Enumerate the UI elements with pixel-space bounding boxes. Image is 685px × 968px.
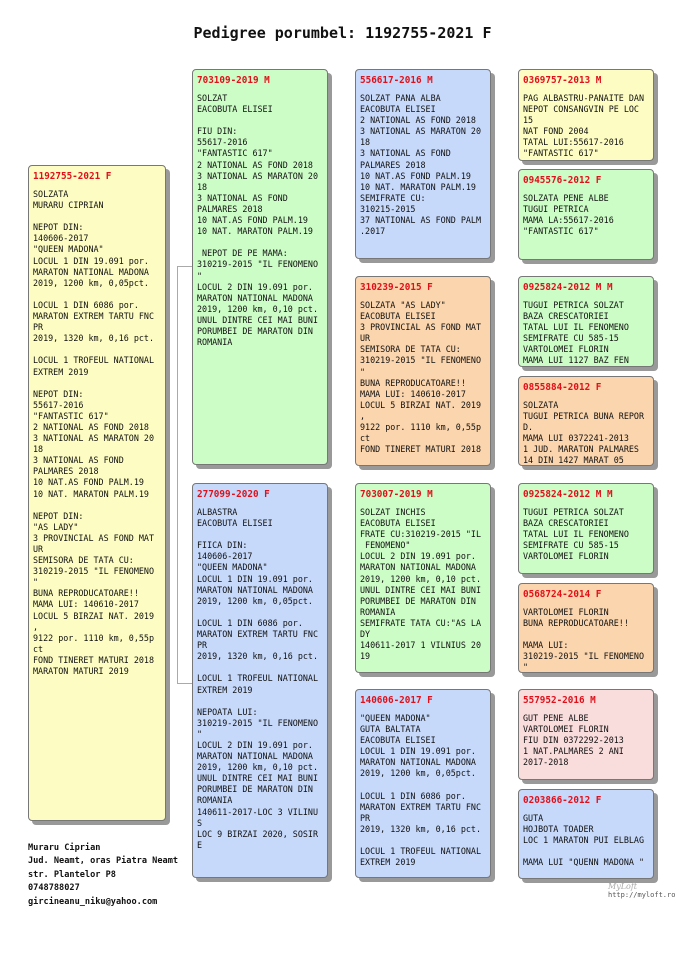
- ring-number: 703109-2019 M: [197, 75, 270, 86]
- pedigree-box-sire-sire: [355, 69, 491, 259]
- pedigree-box-ssd: [518, 169, 654, 260]
- pedigree-box-dam-sire: [355, 483, 491, 673]
- pedigree-box-sds: [518, 276, 654, 367]
- pedigree-box-dsd: [518, 583, 654, 673]
- ring-number: 0945576-2012 F: [523, 175, 602, 186]
- logo-url: http://myloft.ro: [608, 891, 676, 899]
- owner-address: Jud. Neamt, oras Piatra Neamt: [28, 856, 179, 867]
- logo-signature: MyLoft: [608, 882, 638, 891]
- ring-number: 556617-2016 M: [360, 75, 433, 86]
- bird-details: SOLZAT PANA ALBA EACOBUTA ELISEI 2 NATIONAL AS FOND 2018 3 NATIONAL AS MARATON 20 18 3 NATIONAL AS FOND PALMARES 2018 10 NAT.AS FOND PALM.19 10 NAT. MARATON PALM.19 SEMIFRATE CU: 310215-2015 37 NATIONAL AS FOND PALM .2017: [360, 93, 482, 237]
- ring-number: 277099-2020 F: [197, 489, 270, 500]
- ring-number: 140606-2017 F: [360, 695, 433, 706]
- ring-number: 557952-2016 M: [523, 695, 596, 706]
- ring-number: 0855884-2012 F: [523, 382, 602, 393]
- myloft-logo: [608, 882, 675, 899]
- ring-number: 0568724-2014 F: [523, 589, 602, 600]
- bird-details: "QUEEN MADONA" GUTA BALTATA EACOBUTA ELISEI LOCUL 1 DIN 19.091 por. MARATON NATIONAL MADONA 2019, 1200 km, 0,05pct. LOCUL 1 DIN 6086 por. MARATON EXTREM TARTU FNC PR 2019, 1320 km, 0,16 pct. LOCUL 1 TROFEUL NATIONAL EXTREM 2019: [360, 713, 482, 868]
- ring-number: 0369757-2013 M: [523, 75, 602, 86]
- connector-main: [177, 266, 192, 684]
- bird-details: GUT PENE ALBE VARTOLOMEI FLORIN FIU DIN 0372292-2013 1 NAT.PALMARES 2 ANI 2017-2018: [523, 713, 624, 768]
- bird-details: TUGUI PETRICA SOLZAT BAZA CRESCATORIEI TATAL LUI IL FENOMENO SEMIFRATE CU 585-15 VARTOLOMEI FLORIN MAMA LUI 1127 BAZ FEN: [523, 300, 629, 366]
- pedigree-box-sire-dam: [355, 276, 491, 466]
- ring-number: 1192755-2021 F: [33, 171, 112, 182]
- bird-details: VARTOLOMEI FLORIN BUNA REPRODUCATOARE!! MAMA LUI: 310219-2015 "IL FENOMENO ": [523, 607, 645, 673]
- pedigree-box-dam: [192, 483, 328, 878]
- pedigree-box-sdd: [518, 376, 654, 466]
- ring-number: 703007-2019 M: [360, 489, 433, 500]
- owner-email: gircineanu_niku@yahoo.com: [28, 896, 158, 907]
- bird-details: PAG ALBASTRU-PANAITE DAN NEPOT CONSANGVIN PE LOC 15 NAT FOND 2004 TATAL LUI:55617-2016 "FANTASTIC 617": [523, 93, 645, 159]
- page-title: Pedigree porumbel: 1192755-2021 F: [193, 24, 492, 42]
- ring-number: 0203866-2012 F: [523, 795, 602, 806]
- ring-number: 310239-2015 F: [360, 282, 433, 293]
- bird-details: SOLZATA TUGUI PETRICA BUNA REPOR D. MAMA LUI 0372241-2013 1 JUD. MARATON PALMARES 14 DIN 1427 MARAT 05: [523, 400, 645, 466]
- bird-details: SOLZAT INCHIS EACOBUTA ELISEI FRATE CU:310219-2015 "IL FENOMENO" LOCUL 2 DIN 19.091 por. MARATON NATIONAL MADONA 2019, 1200 km, 0,10 pct. UNUL DINTRE CEI MAI BUNI PORUMBEI DE MARATON DIN ROMANIA SEMIFRATE TATA CU:"AS LA DY 140611-2017 1 VILNIUS 20 19: [360, 507, 482, 662]
- bird-details: SOLZAT EACOBUTA ELISEI FIU DIN: 55617-2016 "FANTASTIC 617" 2 NATIONAL AS FOND 2018 3 NATIONAL AS MARATON 20 18 3 NATIONAL AS FOND PALMARES 2018 10 NAT.AS FOND PALM.19 10 NAT. MARATON PALM.19 NEPOT DE PE MAMA: 310219-2015 "IL FENOMENO " LOCUL 2 DIN 19.091 por. MARATON NATIONAL MADONA 2019, 1200 km, 0,10 pct. UNUL DINTRE CEI MAI BUNI PORUMBEI DE MARATON DIN ROMANIA: [197, 93, 319, 348]
- bird-details: SOLZATA "AS LADY" EACOBUTA ELISEI 3 PROVINCIAL AS FOND MAT UR SEMISORA DE TATA CU: 310219-2015 "IL FENOMENO " BUNA REPRODUCATOARE!! MAMA LUI: 140610-2017 LOCUL 5 BIRZAI NAT. 2019 , 9122 por. 1110 km, 0,55p ct FOND TINERET MATURI 2018: [360, 300, 482, 455]
- bird-details: TUGUI PETRICA SOLZAT BAZA CRESCATORIEI TATAL LUI IL FENOMENO SEMIFRATE CU 585-15 VARTOLOMEI FLORIN: [523, 507, 629, 562]
- pedigree-box-main: [28, 165, 166, 821]
- pedigree-box-dss: [518, 483, 654, 574]
- pedigree-box-dam-dam: [355, 689, 491, 878]
- ring-number: 0925824-2012 M M: [523, 489, 613, 500]
- pedigree-box-dds: [518, 689, 654, 780]
- bird-details: SOLZATA MURARU CIPRIAN NEPOT DIN: 140606-2017 "QUEEN MADONA" LOCUL 1 DIN 19.091 por. MARATON NATIONAL MADONA 2019, 1200 km, 0,05pct. LOCUL 1 DIN 6086 por. MARATON EXTREM TARTU FNC PR 2019, 1320 km, 0,16 pct. LOCUL 1 TROFEUL NATIONAL EXTREM 2019 NEPOT DIN: 55617-2016 "FANTASTIC 617" 2 NATIONAL AS FOND 2018 3 NATIONAL AS MARATON 20 18 3 NATIONAL AS FOND PALMARES 2018 10 NAT.AS FOND PALM.19 10 NAT. MARATON PALM.19 NEPOT DIN: "AS LADY" 3 PROVINCIAL AS FOND MAT UR SEMISORA DE TATA CU: 310219-2015 "IL FENOMENO " BUNA REPRODUCATOARE!! MAMA LUI: 140610-2017 LOCUL 5 BIRZAI NAT. 2019 , 9122 por. 1110 km, 0,55p ct FOND TINERET MATURI 2018 MARATON MATURI 2019: [33, 189, 155, 677]
- pedigree-box-sss: [518, 69, 654, 161]
- bird-details: SOLZATA PENE ALBE TUGUI PETRICA MAMA LA:55617-2016 "FANTASTIC 617": [523, 193, 614, 237]
- bird-details: GUTA HOJBOTA TOADER LOC 1 MARATON PUI ELBLAG MAMA LUI "QUENN MADONA ": [523, 813, 645, 868]
- ring-number: 0925824-2012 M M: [523, 282, 613, 293]
- bird-details: ALBASTRA EACOBUTA ELISEI FIICA DIN: 140606-2017 "QUEEN MADONA" LOCUL 1 DIN 19.091 por. MARATON NATIONAL MADONA 2019, 1200 km, 0,05pct. LOCUL 1 DIN 6086 por. MARATON EXTREM TARTU FNC PR 2019, 1320 km, 0,16 pct. LOCUL 1 TROFEUL NATIONAL EXTREM 2019 NEPOATA LUI: 310219-2015 "IL FENOMENO " LOCUL 2 DIN 19.091 por. MARATON NATIONAL MADONA 2019, 1200 km, 0,10 pct. UNUL DINTRE CEI MAI BUNI PORUMBEI DE MARATON DIN ROMANIA 140611-2017-LOC 3 VILINU S LOC 9 BIRZAI 2020, SOSIR E: [197, 507, 319, 850]
- connector-sire: [339, 200, 353, 298]
- owner-street: str. Plantelor P8: [28, 869, 116, 880]
- owner-phone: 0748788027: [28, 883, 80, 894]
- pedigree-box-sire: [192, 69, 328, 465]
- owner-info: [28, 842, 178, 909]
- owner-name: Muraru Ciprian: [28, 843, 101, 853]
- pedigree-box-ddd: [518, 789, 654, 879]
